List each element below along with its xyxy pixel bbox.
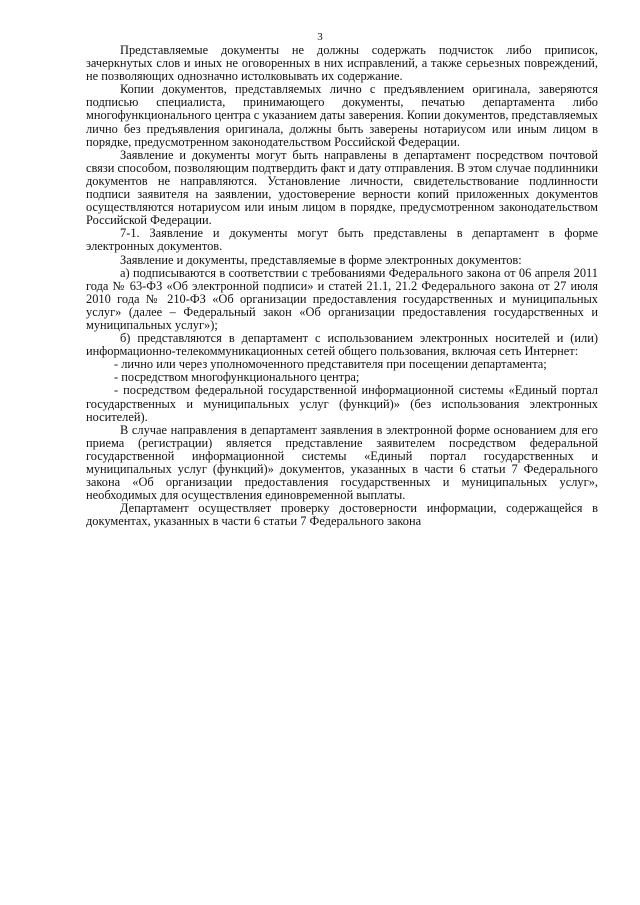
paragraph-7-1-electronic-form: 7-1. Заявление и документы могут быть представлены в департамент в форме электронных документов. (86, 226, 598, 254)
paragraph-documents-requirements: Представляемые документы не должны содержать подчисток либо приписок, зачеркнутых слов и иных не оговоренных в них исправлений, а также серьезных повреждений, не позволяющих однозначно истолковывать их содержание. (86, 43, 598, 84)
list-item-mfc: - посредством многофункционального центра; (114, 370, 360, 385)
document-body (86, 44, 598, 528)
list-item-portal: - посредством федеральной государственной информационной системы «Единый портал государственных и муниципальных услуг (функций)» (без использования электронных носителей). (86, 383, 598, 424)
paragraph-item-b: б) представляются в департамент с использованием электронных носителей и (или) информационно-телекоммуникационных сетей общего пользования, включая сеть Интернет: (86, 331, 598, 359)
page-number: 3 (317, 31, 323, 43)
paragraph-postal-submission: Заявление и документы могут быть направлены в департамент посредством почтовой связи способом, позволяющим подтвердить факт и дату отправления. В этом случае подлинники документов не направляются. Установление личности, свидетельствование подлинности подписи заявителя на заявлении, удостоверение верности копий приложенных документов осуществляются нотариусом или иным лицом в порядке, предусмотренном законодательством Российской Федерации. (86, 147, 598, 228)
paragraph-electronic-registration: В случае направления в департамент заявления в электронной форме основанием для его приема (регистрации) является представление заявителем посредством федеральной государственной информационной системы «Единый портал государственных и муниципальных услуг (функций)» документов, указанных в части 6 статьи 7 Федерального закона «Об организации предоставления государственных и муниципальных услуг», необходимых для осуществления единовременной выплаты. (86, 422, 598, 503)
paragraph-copies-certification: Копии документов, представляемых лично с предъявлением оригинала, заверяются подписью специалиста, принимающего документы, печатью департамента либо многофункционального центра с указанием даты заверения. Копии документов, представляемых лично без предъявления оригинала, должны быть заверены нотариусом или иным лицом в порядке, предусмотренном законодательством Российской Федерации. (86, 82, 598, 149)
paragraph-item-a: а) подписываются в соответствии с требованиями Федерального закона от 06 апреля 2011 года № 63-ФЗ «Об электронной подписи» и статей 21.1, 21.2 Федерального закона от 27 июля 2010 года № 210-ФЗ «Об организации предоставления государственных и муниципальных услуг» (далее – Федеральный закон «Об организации предоставления государственных и муниципальных услуг»); (86, 265, 598, 332)
paragraph-verification: Департамент осуществляет проверку достоверности информации, содержащейся в документах, указанных в части 6 статьи 7 Федерального закона (86, 501, 598, 529)
paragraph-electronic-documents-intro: Заявление и документы, представляемые в форме электронных документов: (120, 252, 522, 267)
list-item-in-person: - лично или через уполномоченного представителя при посещении департамента; (114, 357, 547, 372)
